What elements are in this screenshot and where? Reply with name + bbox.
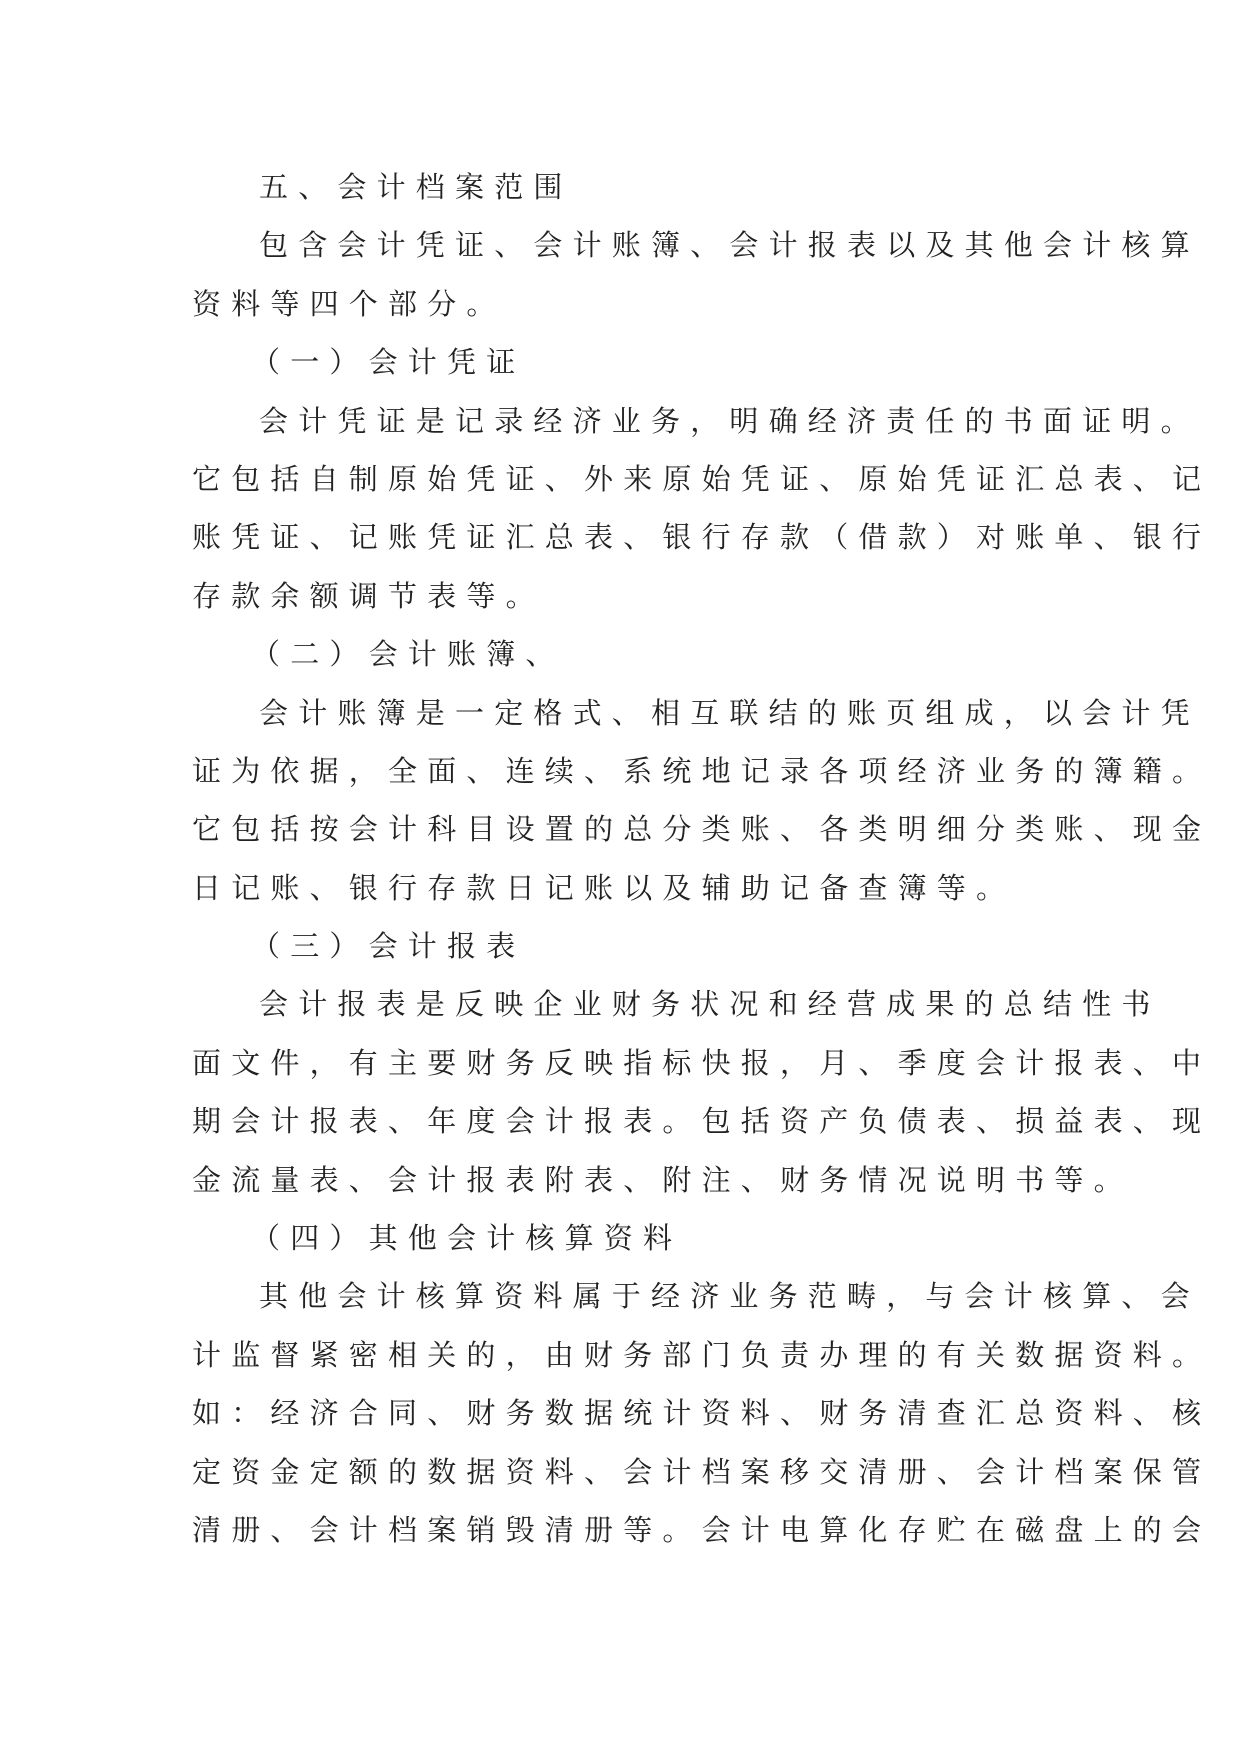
paragraph-line: 面文件，有主要财务反映指标快报，月、季度会计报表、中 <box>192 1045 1212 1080</box>
paragraph-line: 其他会计核算资料属于经济业务范畴，与会计核算、会 <box>259 1279 1200 1314</box>
paragraph-line: 定资金定额的数据资料、会计档案移交清册、会计档案保管 <box>192 1454 1212 1489</box>
paragraph-line: 期会计报表、年度会计报表。包括资产负债表、损益表、现 <box>192 1104 1212 1139</box>
paragraph-line: 如：经济合同、财务数据统计资料、财务清查汇总资料、核 <box>192 1396 1212 1431</box>
paragraph-line: 它包括自制原始凭证、外来原始凭证、原始凭证汇总表、记 <box>192 461 1212 496</box>
paragraph-line: 账凭证、记账凭证汇总表、银行存款（借款）对账单、银行 <box>192 520 1212 555</box>
subsection-heading: （一）会计凭证 <box>251 345 526 380</box>
subsection-heading: （二）会计账簿、 <box>251 637 565 672</box>
paragraph-line: 包含会计凭证、会计账簿、会计报表以及其他会计核算 <box>259 228 1200 263</box>
paragraph-line: 清册、会计档案销毁清册等。会计电算化存贮在磁盘上的会 <box>192 1512 1212 1547</box>
paragraph-line: 证为依据，全面、连续、系统地记录各项经济业务的簿籍。 <box>192 753 1212 788</box>
paragraph-line: 存款余额调节表等。 <box>192 578 545 613</box>
document-body <box>192 158 1212 1559</box>
paragraph-line: 会计凭证是记录经济业务，明确经济责任的书面证明。 <box>259 403 1200 438</box>
paragraph-line: 金流量表、会计报表附表、附注、财务情况说明书等。 <box>192 1162 1133 1197</box>
paragraph-line: 日记账、银行存款日记账以及辅助记备查簿等。 <box>192 870 1016 905</box>
paragraph-line: 会计账簿是一定格式、相互联结的账页组成，以会计凭 <box>259 695 1200 730</box>
subsection-heading: （四）其他会计核算资料 <box>251 1221 683 1256</box>
subsection-heading: （三）会计报表 <box>251 929 526 964</box>
paragraph-line: 会计报表是反映企业财务状况和经营成果的总结性书 <box>259 987 1161 1022</box>
paragraph-line: 它包括按会计科目设置的总分类账、各类明细分类账、现金 <box>192 812 1212 847</box>
paragraph-line: 计监督紧密相关的，由财务部门负责办理的有关数据资料。 <box>192 1337 1212 1372</box>
section-heading: 五、会计档案范围 <box>259 170 573 204</box>
paragraph-line: 资料等四个部分。 <box>192 286 506 321</box>
